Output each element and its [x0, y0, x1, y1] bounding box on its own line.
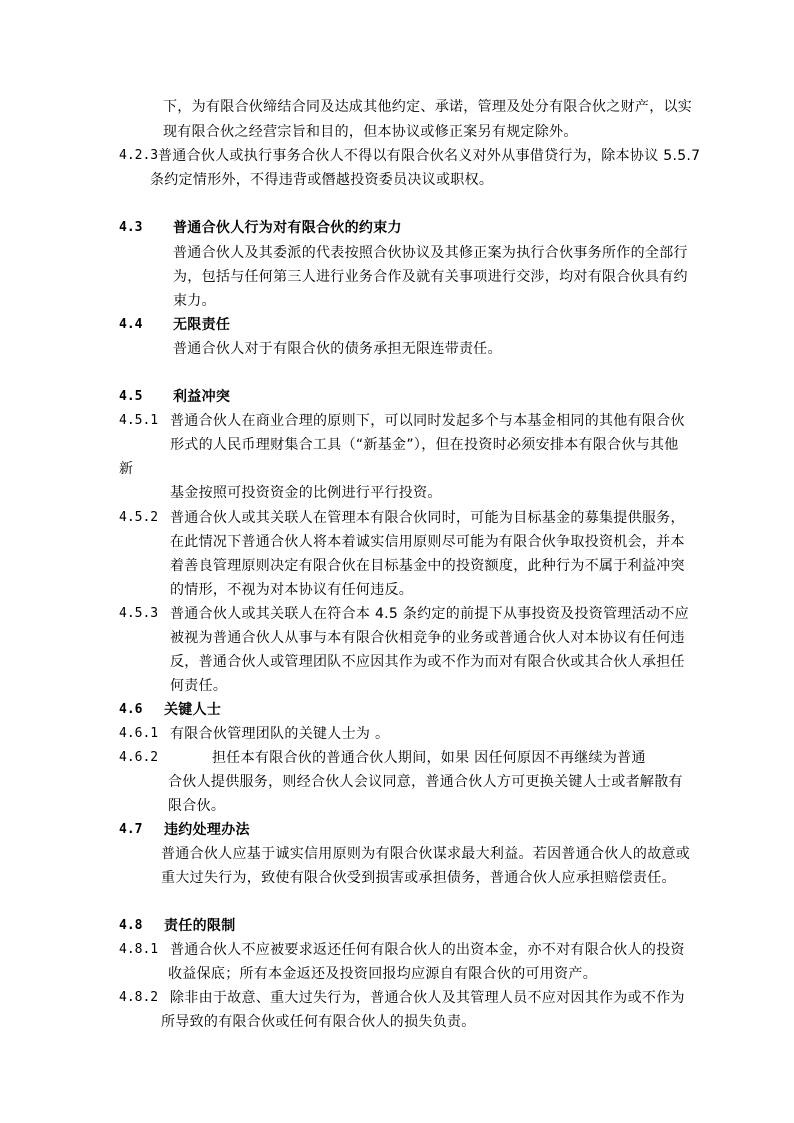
clause-4-8-2-line-2: 所导致的有限合伙或任何有限合伙人的损失负责。: [161, 1014, 476, 1030]
clause-4-5-1-line-3: 新: [119, 461, 134, 477]
clause-number: 4.6.2: [119, 750, 159, 765]
section-heading-4-7: 违约处理办法: [164, 822, 250, 838]
section-heading-4-8: 责任的限制: [164, 918, 236, 934]
section-4-4-line-1: 普通合伙人对于有限合伙的债务承担无限连带责任。: [173, 341, 502, 357]
clause-4-5-3-line-1: 普通合伙人或其关联人在符合本 4.5 条约定的前提下从事投资及投资管理活动不应: [170, 606, 689, 622]
section-number: 4.5: [119, 389, 143, 404]
clause-4-8-2-line-1: 除非由于故意、重大过失行为，普通合伙人及其管理人员不应对因其作为或不作为: [170, 990, 685, 1006]
clause-4-6-2-line-3: 限合伙。: [168, 798, 226, 814]
clause-4-6-1-line-1: 有限合伙管理团队的关键人士为 。: [170, 726, 390, 742]
clause-4-2-3-line-1: 普通合伙人或执行事务合伙人不得以有限合伙名义对外从事借贷行为，除本协议 5.5.7: [158, 148, 701, 164]
section-number: 4.8: [119, 918, 143, 933]
clause-number: 4.8.1: [119, 942, 159, 957]
section-number: 4.3: [119, 220, 143, 235]
clause-4-5-2-line-4: 的情形，不视为对本协议有任何违反。: [170, 582, 414, 598]
clause-4-6-2-line-1: 担任本有限合伙的普通合伙人期间，如果 因任何原因不再继续为普通: [212, 750, 646, 766]
section-4-3-line-1: 普通合伙人及其委派的代表按照合伙协议及其修正案为执行合伙事务所作的全部行: [173, 245, 688, 261]
clause-number: 4.5.3: [119, 606, 159, 621]
section-heading-4-6: 关键人士: [164, 702, 222, 718]
clause-4-5-2-line-2: 在此情况下普通合伙人将本着诚实信用原则尽可能为有限合伙争取投资机会，并本: [170, 534, 685, 550]
clause-4-5-3-line-2: 被视为普通合伙人从事与本有限合伙相竞争的业务或普通合伙人对本协议有任何违: [170, 630, 685, 646]
clause-number: 4.5.2: [119, 510, 159, 525]
clause-4-5-1-line-4: 基金按照可投资资金的比例进行平行投资。: [170, 485, 442, 501]
section-heading-4-4: 无限责任: [173, 317, 231, 333]
clause-4-5-1-line-2: 形式的人民币理财集合工具（“新基金”），但在投资时必须安排本有限合伙与其他: [170, 437, 679, 453]
clause-number: 4.6.1: [119, 726, 159, 741]
section-heading-4-5: 利益冲突: [173, 389, 231, 405]
clause-4-2-2-line-3: 现有限合伙之经营宗旨和目的，但本协议或修正案另有规定除外。: [163, 124, 578, 140]
clause-4-5-3-line-3: 反，普通合伙人或管理团队不应因其作为或不作为而对有限合伙或其合伙人承担任: [170, 654, 685, 670]
section-number: 4.4: [119, 317, 143, 332]
section-4-3-line-2: 为，包括与任何第三人进行业务合作及就有关事项进行交涉，均对有限合伙具有约: [173, 269, 688, 285]
section-number: 4.6: [119, 702, 143, 717]
clause-number: 4.2.3: [119, 148, 159, 163]
clause-number: 4.5.1: [119, 413, 159, 428]
clause-4-2-3-line-2: 条约定情形外，不得违背或僭越投资委员决议或职权。: [150, 172, 494, 188]
clause-4-5-2-line-3: 着善良管理原则决定有限合伙在目标基金中的投资额度，此种行为不属于利益冲突: [170, 558, 685, 574]
clause-4-6-2-line-2: 合伙人提供服务，则经合伙人会议同意，普通合伙人方可更换关键人士或者解散有: [168, 774, 683, 790]
clause-4-2-2-line-2: 下，为有限合伙缔结合同及达成其他约定、承诺，管理及处分有限合伙之财产，以实: [163, 99, 693, 115]
clause-4-8-1-line-1: 普通合伙人不应被要求返还任何有限合伙人的出资本金，亦不对有限合伙人的投资: [170, 942, 685, 958]
clause-4-5-3-line-4: 何责任。: [170, 678, 228, 694]
clause-4-8-1-line-2: 收益保底；所有本金返还及投资回报均应源自有限合伙的可用资产。: [168, 966, 597, 982]
section-number: 4.7: [119, 822, 143, 837]
section-4-7-line-1: 普通合伙人应基于诚实信用原则为有限合伙谋求最大利益。若因普通合伙人的故意或: [161, 846, 691, 862]
section-4-7-line-2: 重大过失行为，致使有限合伙受到损害或承担债务，普通合伙人应承担赔偿责任。: [161, 870, 676, 886]
clause-4-5-1-line-1: 普通合伙人在商业合理的原则下，可以同时发起多个与本基金相同的其他有限合伙: [170, 413, 685, 429]
clause-number: 4.8.2: [119, 990, 159, 1005]
section-heading-4-3: 普通合伙人行为对有限合伙的约束力: [173, 220, 402, 236]
section-4-3-line-3: 束力。: [173, 293, 216, 309]
clause-4-5-2-line-1: 普通合伙人或其关联人在管理本有限合伙同时，可能为目标基金的募集提供服务，: [170, 510, 685, 526]
